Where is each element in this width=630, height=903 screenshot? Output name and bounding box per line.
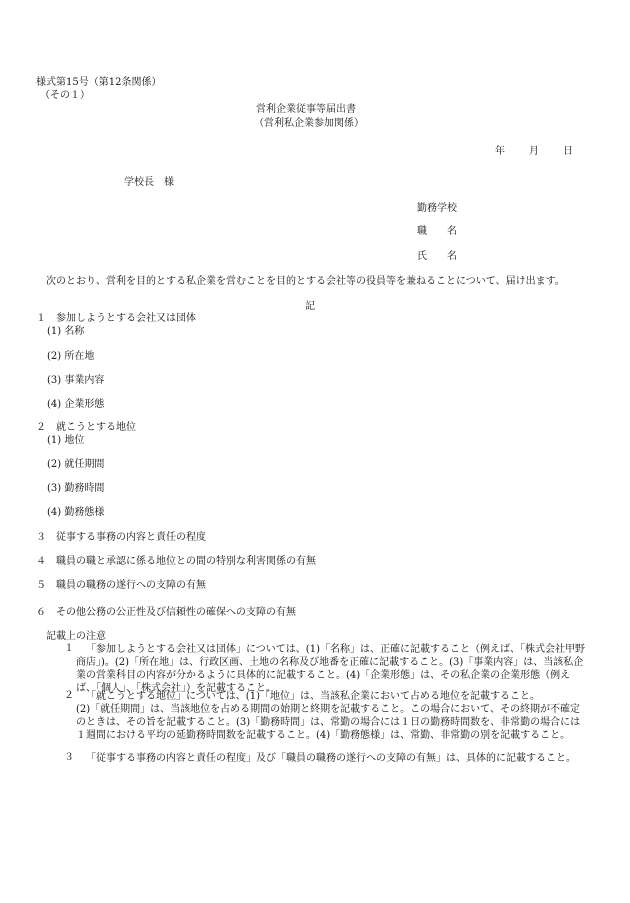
note-3-number: ３ bbox=[64, 752, 74, 763]
note-2-number: ２ bbox=[64, 690, 74, 701]
date-year: 年 bbox=[495, 146, 505, 157]
section-2-title: ２ 就こうとする地位 bbox=[36, 422, 136, 433]
form-number: 様式第15号（第12条関係） bbox=[36, 77, 162, 88]
note-1-number: １ bbox=[64, 643, 74, 654]
section-6-title: ６ その他公務の公正性及び信頼性の確保への支障の有無 bbox=[36, 607, 296, 618]
notes-heading: 記載上の注意 bbox=[46, 631, 106, 642]
note-2-text-b: (2)「就任期間」は、当該地位を占める期間の始期と終期を記載すること。この場合において、その終期が不確定のときは、その旨を記載すること。(3)「勤務時間」は、常勤の場合には１日の勤務時間数を、非常勤の場合には１週間における平均の延勤務時間数を記載すること。(4)「勤務態様」は、常勤、非常勤の別を記載すること。 bbox=[76, 704, 581, 741]
section-1-item-name: (1) 名称 bbox=[47, 326, 85, 337]
document-subtitle: （営利私企業参加関係） bbox=[254, 118, 364, 129]
section-1-item-form: (4) 企業形態 bbox=[47, 399, 105, 410]
note-3-text: 「従事する事務の内容と責任の程度」及び「職員の職務の遂行への支障の有無」は、具体的に記載すること。 bbox=[86, 753, 576, 764]
date-day: 日 bbox=[563, 146, 573, 157]
ki-label: 記 bbox=[305, 301, 315, 312]
section-2-item-mode: (4) 勤務態様 bbox=[47, 507, 105, 518]
intro-text: 次のとおり、営利を目的とする私企業を営むことを目的とする会社等の役員等を兼ねることについて、届け出ます。 bbox=[46, 276, 565, 287]
applicant-name: 氏 名 bbox=[417, 251, 457, 262]
section-5-title: ５ 職員の職務の遂行への支障の有無 bbox=[36, 580, 206, 591]
section-3-title: ３ 従事する事務の内容と責任の程度 bbox=[36, 532, 206, 543]
note-1-text: 「参加しようとする会社又は団体」については、(1)「名称」は、正確に記載すること（例えば、「株式会社甲野商店」)。(2)「所在地」は、行政区画、土地の名称及び地番を正確に記載すること。(3)「事業内容」は、当該私企業の営業科目の内容が分かるように具体的に記載すること。(4)「企業形態」は、その私企業の企業形態（例えば、「個人」、「株式会社」）を記載すること。 bbox=[76, 644, 585, 694]
note-2-text-a: 「就こうとする地位」については、(1)「地位」は、当該私企業において占める地位を記載すること。 bbox=[86, 691, 540, 702]
form-part: （その１） bbox=[40, 90, 90, 101]
section-1-title: １ 参加しようとする会社又は団体 bbox=[36, 313, 196, 324]
addressee: 学校長 様 bbox=[124, 177, 174, 188]
applicant-position: 職 名 bbox=[417, 226, 457, 237]
applicant-school: 勤務学校 bbox=[417, 203, 457, 214]
section-2-item-hours: (3) 勤務時間 bbox=[47, 483, 105, 494]
section-2-item-position: (1) 地位 bbox=[47, 435, 85, 446]
date-month: 月 bbox=[529, 146, 539, 157]
section-2-item-period: (2) 就任期間 bbox=[47, 459, 105, 470]
section-4-title: ４ 職員の職と承認に係る地位との間の特別な利害関係の有無 bbox=[36, 556, 316, 567]
section-1-item-business: (3) 事業内容 bbox=[47, 375, 105, 386]
document-title: 営利企業従事等届出書 bbox=[256, 104, 356, 115]
section-1-item-address: (2) 所在地 bbox=[47, 351, 95, 362]
